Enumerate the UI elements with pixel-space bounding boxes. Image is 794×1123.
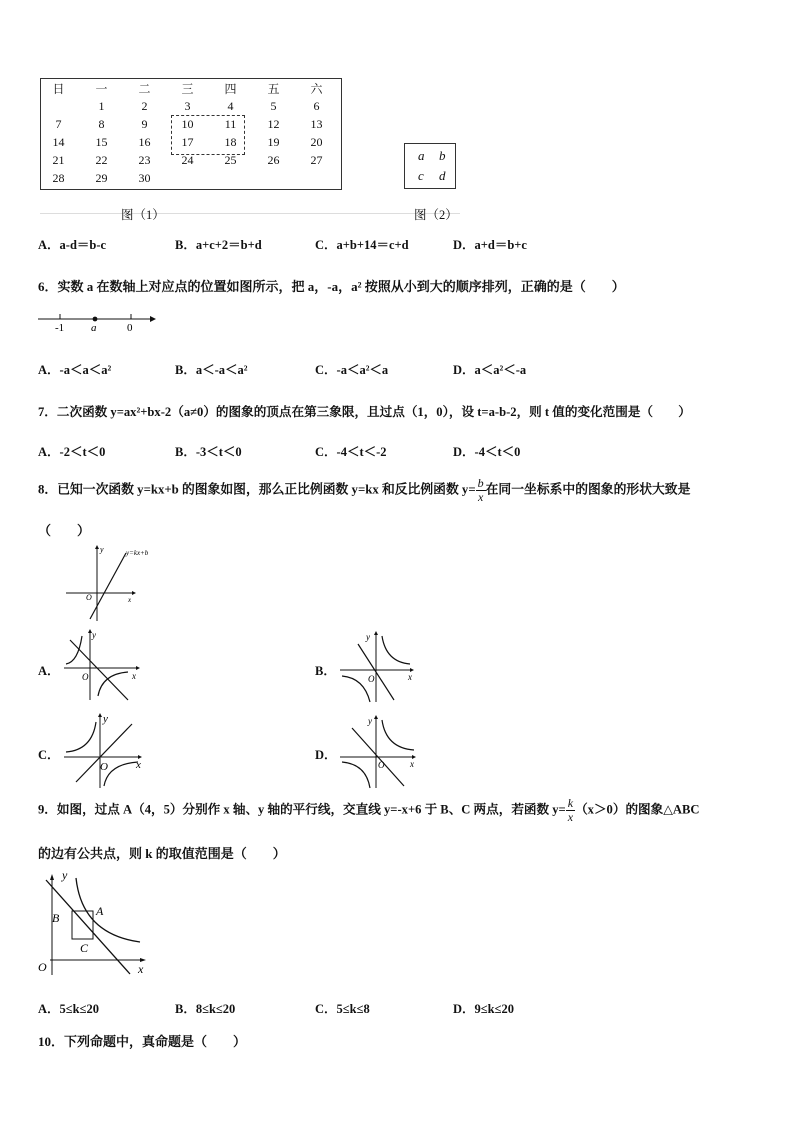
q9-label-x: x — [138, 962, 144, 976]
calendar-header-cell: 六 — [310, 81, 323, 96]
q6-option-c[interactable]: C．-a＜a²＜a — [315, 363, 389, 377]
q9-label-o: O — [38, 960, 47, 974]
q8-option-b-graph[interactable] — [336, 630, 418, 705]
svg-text:O: O — [82, 672, 89, 682]
q8-text-line2: （ ） — [38, 523, 91, 538]
svg-text:O: O — [378, 760, 385, 770]
calendar-cell: 2 — [141, 98, 148, 113]
q6-option-d[interactable]: D．a＜a²＜-a — [453, 363, 527, 377]
calendar-cell: 15 — [95, 134, 108, 149]
svg-text:y: y — [92, 630, 96, 640]
calendar-cell: 17 — [181, 134, 194, 149]
q6-option-b[interactable]: B．a＜-a＜a² — [175, 363, 248, 377]
calendar-cell: 11 — [224, 116, 237, 131]
q9-text — [38, 797, 700, 824]
calendar-header-cell: 日 — [52, 81, 65, 96]
q9-option-d[interactable]: D．9≤k≤20 — [453, 1002, 514, 1016]
q9-text-line2: 的边有公共点，则 k 的取值范围是（ ） — [38, 846, 286, 861]
q9-frac-den: x — [567, 810, 574, 824]
calendar-cell: 29 — [95, 170, 108, 185]
axis-label-zero: 0 — [127, 322, 133, 334]
q5-option-b[interactable]: B．a+c+2＝b+d — [175, 238, 262, 252]
calendar-cell: 1 — [98, 98, 105, 113]
calendar-cell — [209, 169, 252, 187]
q8-text-before: 8．已知一次函数 y=kx+b 的图象如图，那么正比例函数 y=kx 和反比例函数 y= — [38, 482, 476, 497]
calendar-cell: 30 — [138, 170, 151, 185]
calendar-cell: 13 — [310, 116, 323, 131]
caption-figure-1: 图（1） — [121, 208, 165, 222]
q9-figure — [36, 870, 151, 978]
calendar-header-cell: 四 — [224, 81, 237, 96]
q9-text-before: 9．如图，过点 A（4，5）分别作 x 轴、y 轴的平行线，交直线 y=-x+6 于 B、C 两点，若函数 y= — [38, 802, 566, 817]
calendar-cell: 12 — [267, 116, 280, 131]
axis-label-neg1: -1 — [55, 322, 65, 334]
calendar-cell: 20 — [310, 134, 323, 149]
point-a-dot — [93, 317, 98, 322]
svg-text:y: y — [368, 716, 372, 726]
q7-option-d[interactable]: D．-4＜t＜0 — [453, 445, 521, 459]
calendar-cell: 6 — [313, 98, 320, 113]
q8-main-graph-label: y=kx+b — [126, 549, 149, 557]
q9-label-a: A — [96, 904, 104, 918]
svg-text:x: x — [128, 596, 132, 604]
q7-option-a[interactable]: A．-2＜t＜0 — [38, 445, 106, 459]
fig2-a: a — [418, 148, 425, 163]
calendar-header-cell: 五 — [267, 81, 280, 96]
q8-option-a-graph[interactable] — [62, 628, 144, 703]
q9-option-c[interactable]: C．5≤k≤8 — [315, 1002, 370, 1016]
q9-text-after: （x＞0）的图象△ABC — [575, 802, 700, 817]
calendar-cell: 8 — [98, 116, 105, 131]
divider — [40, 213, 460, 214]
q8-text — [38, 477, 690, 504]
q7-option-b[interactable]: B．-3＜t＜0 — [175, 445, 242, 459]
calendar-header-cell: 三 — [181, 81, 194, 96]
calendar-cell: 14 — [52, 134, 65, 149]
calendar-cell: 4 — [227, 98, 234, 113]
number-line-figure — [38, 310, 156, 334]
svg-text:x: x — [136, 759, 141, 771]
q6-option-a[interactable]: A．-a＜a＜a² — [38, 363, 112, 377]
q9-label-y: y — [62, 870, 68, 882]
q9-label-c: C — [80, 941, 89, 955]
q8-option-d-label[interactable]: D． — [315, 748, 337, 762]
q5-option-c[interactable]: C．a+b+14＝c+d — [315, 238, 409, 252]
fig2-b: b — [439, 148, 446, 163]
calendar-header-cell: 一 — [95, 81, 108, 96]
calendar-cell: 25 — [224, 152, 237, 167]
q10-text: 10．下列命题中，真命题是（ ） — [38, 1034, 247, 1049]
dashed-selection-box — [171, 115, 245, 155]
calendar-cell — [295, 169, 338, 187]
q9-option-a[interactable]: A．5≤k≤20 — [38, 1002, 99, 1016]
calendar-cell: 27 — [310, 152, 323, 167]
q9-fraction — [566, 797, 575, 824]
q8-text-after: 在同一坐标系中的图象的形状大致是 — [485, 482, 691, 497]
calendar-cell: 21 — [52, 152, 65, 167]
q9-frac-num: k — [567, 796, 574, 810]
q6-text: 6．实数 a 在数轴上对应点的位置如图所示，把 a，-a，a² 按照从小到大的顺序排列，正确的是（ ） — [38, 279, 625, 294]
q5-option-d[interactable]: D．a+d＝b+c — [453, 238, 527, 252]
q5-option-a[interactable]: A．a-d＝b-c — [38, 238, 107, 252]
svg-text:x: x — [410, 759, 414, 769]
calendar-header-cell: 二 — [138, 81, 151, 96]
q8-frac-den: x — [477, 490, 484, 504]
q8-option-b-label[interactable]: B． — [315, 664, 336, 678]
svg-text:x: x — [408, 672, 412, 682]
svg-text:y: y — [100, 545, 104, 554]
calendar-cell: 28 — [52, 170, 65, 185]
calendar-cell: 3 — [184, 98, 191, 113]
q8-frac-num: b — [477, 476, 484, 490]
svg-text:O: O — [368, 674, 375, 684]
q9-label-b: B — [52, 911, 60, 925]
calendar-cell: 22 — [95, 152, 108, 167]
q9-option-b[interactable]: B．8≤k≤20 — [175, 1002, 236, 1016]
calendar-cell: 23 — [138, 152, 151, 167]
calendar-cell: 5 — [270, 98, 277, 113]
fig2-d: d — [439, 168, 446, 183]
calendar-cell: 9 — [141, 116, 148, 131]
axis-label-a: a — [91, 322, 97, 334]
calendar-table — [37, 79, 338, 97]
calendar-cell: 24 — [181, 152, 194, 167]
svg-text:y: y — [366, 632, 370, 642]
q8-option-c-graph[interactable] — [62, 710, 147, 790]
caption-figure-2: 图（2） — [414, 208, 458, 222]
calendar-cell: 10 — [181, 116, 194, 131]
calendar-figure — [40, 78, 342, 190]
calendar-cell: 26 — [267, 152, 280, 167]
svg-text:O: O — [100, 761, 108, 773]
q8-option-c-label[interactable]: C． — [38, 748, 60, 762]
q8-option-d-graph[interactable] — [338, 712, 420, 792]
q8-option-a-label[interactable]: A． — [38, 664, 60, 678]
figure-2-box — [404, 143, 456, 189]
calendar-cell — [37, 97, 80, 115]
calendar-cell: 19 — [267, 134, 280, 149]
q8-main-graph — [62, 543, 162, 623]
calendar-cell — [252, 169, 295, 187]
svg-text:y: y — [103, 713, 108, 725]
calendar-cell: 18 — [224, 134, 237, 149]
svg-text:O: O — [86, 593, 92, 602]
svg-text:x: x — [132, 671, 136, 681]
fig2-c: c — [418, 168, 424, 183]
calendar-cell: 7 — [55, 116, 62, 131]
calendar-cell — [166, 169, 209, 187]
q7-option-c[interactable]: C．-4＜t＜-2 — [315, 445, 387, 459]
calendar-row — [37, 169, 338, 187]
calendar-cell: 16 — [138, 134, 151, 149]
q7-text: 7．二次函数 y=ax²+bx-2（a≠0）的图象的顶点在第三象限，且过点（1，0），设 t=a-b-2，则 t 值的变化范围是（ ） — [38, 405, 691, 419]
q8-fraction — [476, 477, 486, 504]
calendar-row — [37, 97, 338, 115]
